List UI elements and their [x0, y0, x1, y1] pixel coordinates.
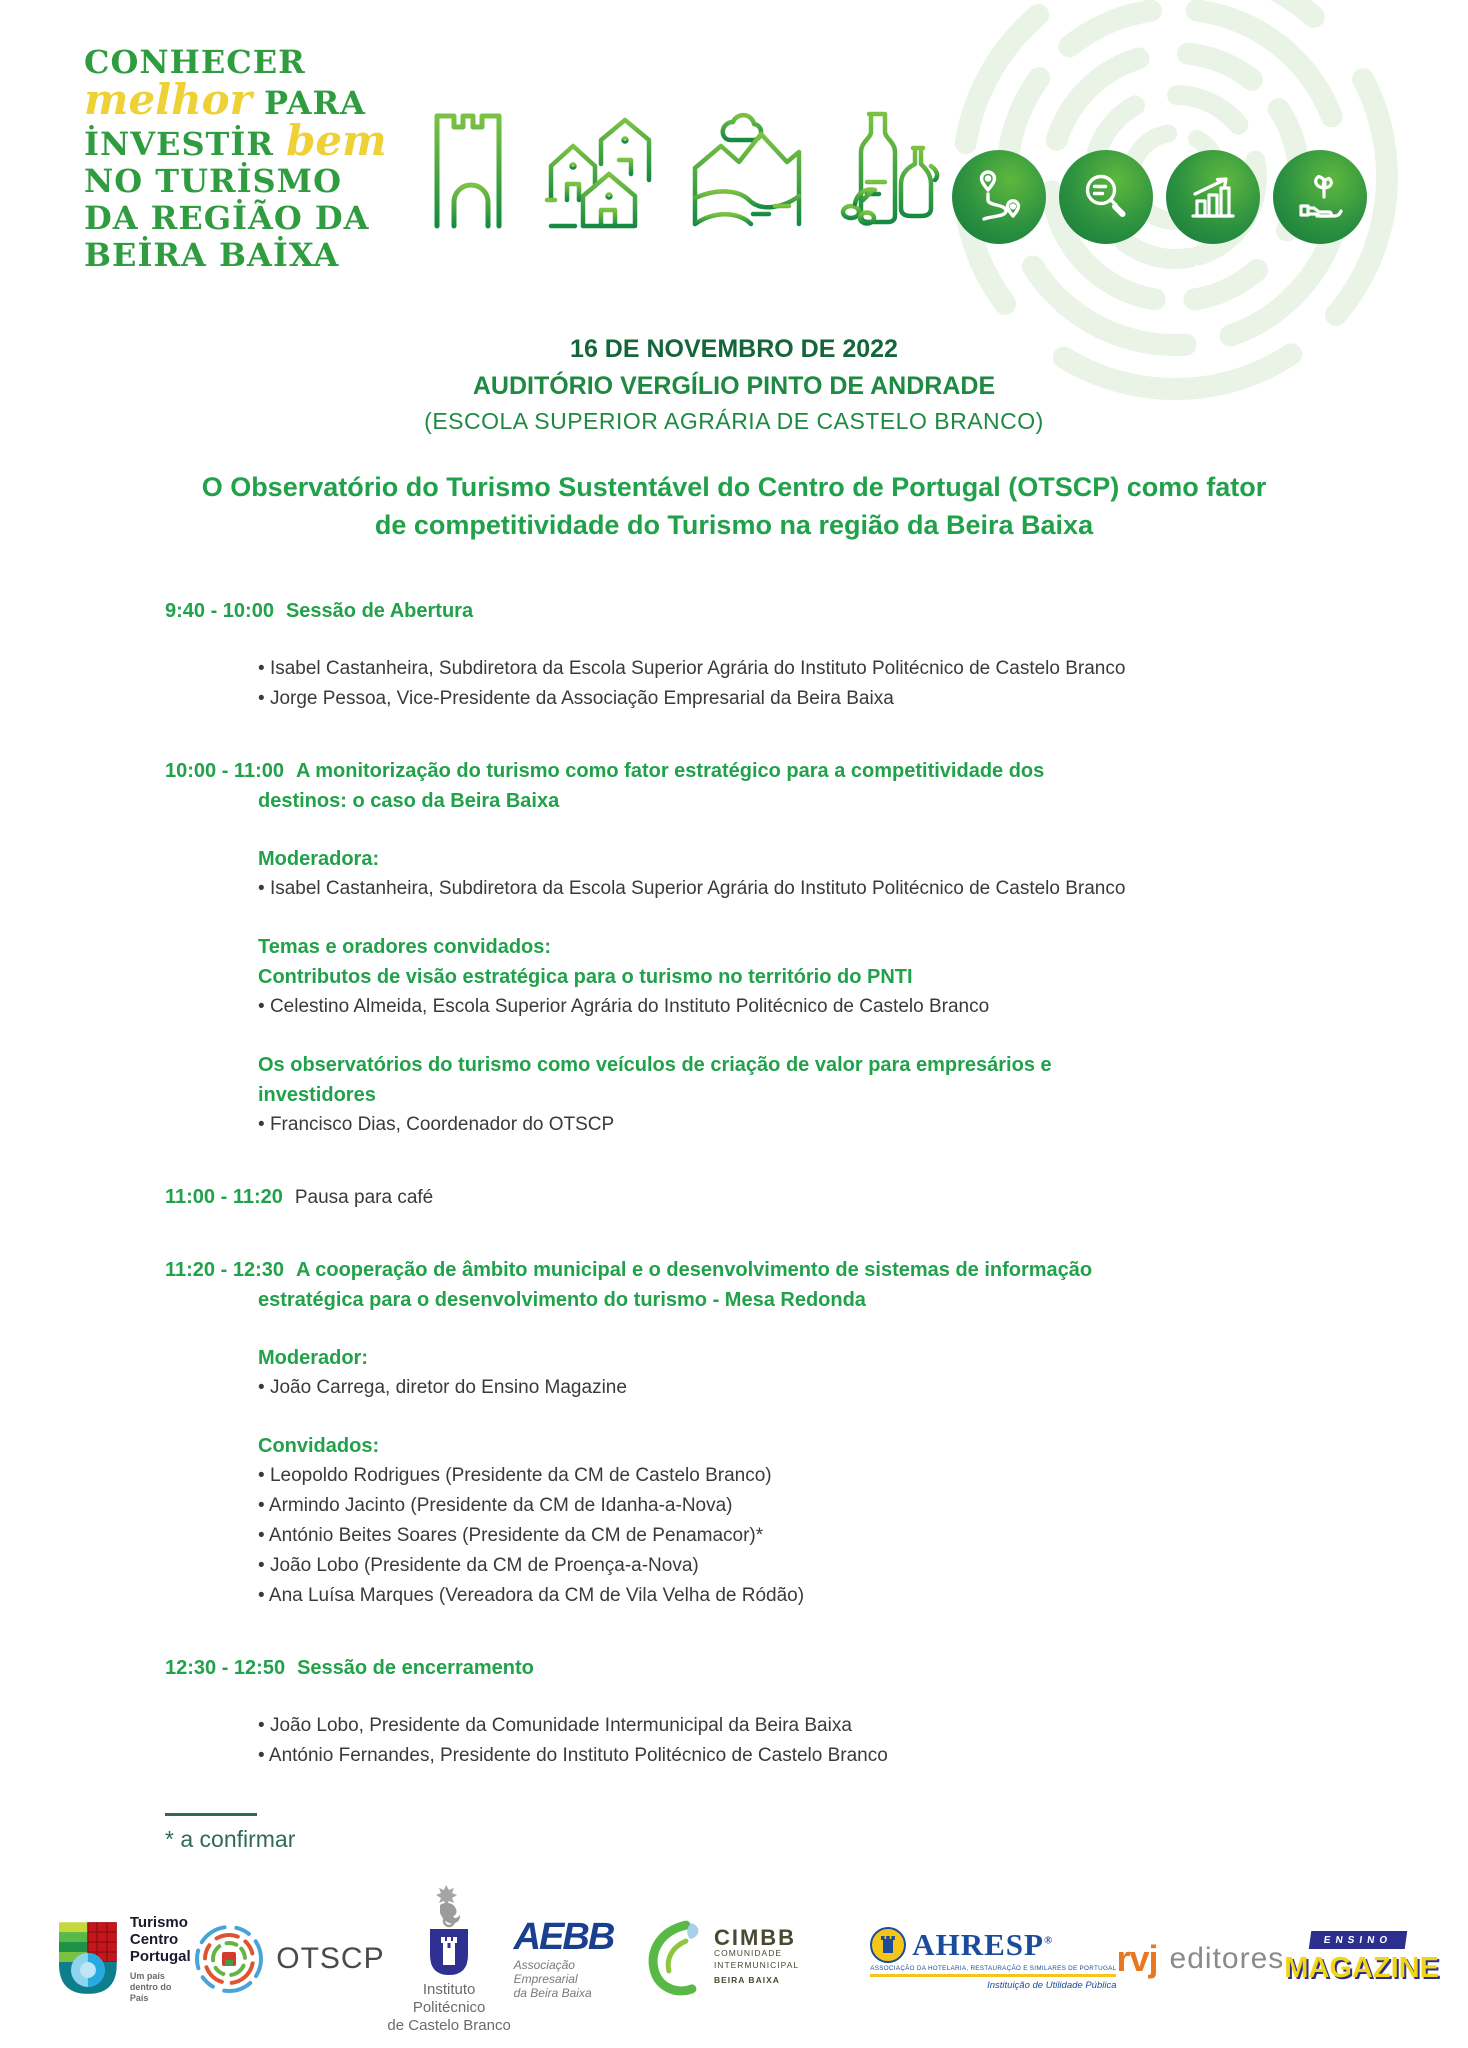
session-time: 9:40 - 10:00	[165, 600, 274, 622]
session-heading	[165, 596, 1358, 626]
aebb-mark: AEBB	[513, 1916, 614, 1958]
event-title	[0, 468, 1468, 544]
ahresp-sub-line: ASSOCIAÇÃO DA HOTELARIA, RESTAURAÇÃO E SIMILARES DE PORTUGAL	[870, 1965, 1117, 1972]
speaker-bullet: • Celestino Almeida, Escola Superior Agrária do Instituto Politécnico de Castelo Branco	[258, 992, 1358, 1022]
tcp-name-line: Centro	[129, 1931, 179, 1948]
lockup-line	[84, 116, 387, 165]
lockup-word: NO TURİSMO	[84, 162, 342, 200]
speaker-list	[258, 1711, 1358, 1771]
ipcb-name-line: de Castelo Branco	[387, 2017, 511, 2034]
moderator-heading: Moderador:	[258, 1347, 368, 1369]
session-title: A cooperação de âmbito municipal e o desenvolvimento de sistemas de informação	[295, 1259, 1093, 1281]
lockup-line	[84, 163, 387, 200]
lockup-word: İNVESTİR	[84, 125, 274, 163]
session-body	[258, 654, 1358, 714]
guest-bullet: • João Lobo (Presidente da CM de Proença-a-Nova)	[258, 1551, 1358, 1581]
speaker-list	[258, 654, 1358, 714]
aebb-subtext	[514, 1958, 642, 2000]
guest-bullet: • António Beites Soares (Presidente da CM de Penamacor)*	[258, 1521, 1358, 1551]
rvj-editores-logo	[1116, 1938, 1284, 1980]
theme-icon-strip	[425, 104, 941, 236]
growth-badge	[1166, 150, 1260, 244]
speaker-bullet: • Francisco Dias, Coordenador do OTSCP	[258, 1110, 1358, 1140]
ahresp-reg-mark: ®	[1043, 1934, 1054, 1947]
schedule	[165, 596, 1358, 1771]
speaker-bullet: • João Carrega, diretor do Ensino Magazine	[258, 1373, 1358, 1403]
ipcb-text	[385, 1981, 514, 2035]
theme-title: Contributos de visão estratégica para o turismo no território do PNTI	[258, 966, 913, 988]
tcp-tagline: Um país dentro do País	[129, 1971, 172, 2003]
ahresp-emblem-icon	[870, 1927, 906, 1963]
ensino-banner-text: ENSINO	[1323, 1934, 1393, 1946]
village-icon	[543, 104, 661, 236]
session-heading	[165, 756, 1358, 786]
otscp-label: OTSCP	[276, 1942, 385, 1975]
tcp-text	[130, 1914, 192, 2004]
theme-group	[258, 1050, 1358, 1140]
ipcb-name-line: Instituto Politécnico	[412, 1981, 486, 2016]
cimbb-swoosh-icon	[642, 1917, 704, 2001]
lockup-script-word: bem	[286, 116, 387, 165]
session-body	[258, 844, 1358, 1140]
brand-lockup	[84, 44, 387, 274]
guests-heading: Convidados:	[258, 1435, 380, 1457]
session-title: A monitorização do turismo como fator estratégico para a competitividade dos	[295, 760, 1045, 782]
magnifier-icon	[1079, 170, 1133, 224]
moderator-group	[258, 844, 1358, 904]
lockup-word: PARA	[263, 84, 366, 122]
footnote-rule	[165, 1813, 257, 1816]
turismo-centro-portugal-logo	[56, 1914, 192, 2004]
themes-heading: Temas e oradores convidados:	[258, 936, 552, 958]
tcp-name-line: Turismo	[129, 1914, 188, 1931]
moderator-heading: Moderadora:	[258, 848, 380, 870]
route-badge	[952, 150, 1046, 244]
tcp-shield-icon	[56, 1920, 120, 1998]
cimbb-sub-line: BEIRA BAIXA	[713, 1975, 780, 1985]
lockup-script-word: melhor	[84, 75, 252, 124]
lockup-word: DA REGİÃO DA	[84, 199, 370, 237]
lockup-line	[84, 237, 387, 274]
rvj-mark: rvj	[1116, 1938, 1158, 1979]
session-title: Sessão de encerramento	[297, 1657, 534, 1679]
session-time: 12:30 - 12:50	[165, 1657, 286, 1679]
session-coffee-break	[165, 1182, 1358, 1213]
speaker-bullet: • António Fernandes, Presidente do Instituto Politécnico de Castelo Branco	[258, 1741, 1358, 1771]
theme-title-line1: Os observatórios do turismo como veículos de criação de valor para empresários e	[258, 1054, 1052, 1076]
ensino-magazine-logo	[1284, 1931, 1439, 1987]
session-round-table	[165, 1255, 1358, 1611]
ipcb-crest-icon	[426, 1883, 472, 1979]
theme-group	[258, 932, 1358, 1022]
guests-group	[258, 1431, 1358, 1611]
lockup-word: BEİRA BAİXA	[84, 236, 340, 274]
route-icon	[972, 170, 1026, 224]
aebb-sub-line: da Beira Baixa	[513, 1986, 592, 2000]
cimbb-label: CIMBB	[713, 1925, 797, 1950]
venue-note: (ESCOLA SUPERIOR AGRÁRIA DE CASTELO BRANCO)	[424, 408, 1044, 434]
venue-name: AUDITÓRIO VERGÍLIO PINTO DE ANDRADE	[472, 372, 996, 400]
speaker-bullet: • João Lobo, Presidente da Comunidade Intermunicipal da Beira Baixa	[258, 1711, 1358, 1741]
growth-chart-icon	[1186, 170, 1240, 224]
ensino-banner	[1309, 1931, 1408, 1949]
session-title-line2: estratégica para o desenvolvimento do turismo - Mesa Redonda	[258, 1289, 866, 1311]
footnote	[165, 1813, 1468, 1853]
aebb-sub-line: Associação Empresarial	[513, 1958, 578, 1986]
session-time: 11:20 - 12:30	[165, 1259, 284, 1281]
moderator-group	[258, 1343, 1358, 1403]
sprout-hand-icon	[1293, 170, 1347, 224]
speaker-bullet: • Jorge Pessoa, Vice-Presidente da Associação Empresarial da Beira Baixa	[258, 684, 1358, 714]
otscp-logo	[192, 1922, 384, 1996]
otscp-ring-icon	[192, 1922, 266, 1996]
session-title-line2: destinos: o caso da Beira Baixa	[258, 790, 560, 812]
castle-icon	[425, 104, 517, 236]
lockup-word: CONHECER	[84, 43, 306, 81]
footnote-text: * a confirmar	[165, 1826, 296, 1852]
ahresp-top	[870, 1927, 1116, 1963]
session-heading	[165, 1653, 1358, 1683]
session-time: 10:00 - 11:00	[165, 760, 284, 782]
session-title: Pausa para café	[294, 1187, 434, 1208]
ahresp-note: Instituição de Utilidade Pública	[987, 1980, 1117, 1991]
badge-row	[952, 150, 1367, 244]
landscape-icon	[687, 104, 807, 236]
session-closing	[165, 1653, 1358, 1771]
session-heading	[165, 1182, 1358, 1213]
ahresp-yellow-bar	[870, 1974, 1116, 1977]
cimbb-logo	[642, 1917, 870, 2001]
ipcb-logo	[385, 1883, 514, 2035]
theme-title-line2: investidores	[258, 1084, 376, 1106]
speaker-bullet: • Isabel Castanheira, Subdiretora da Escola Superior Agrária do Instituto Politécnico de Castelo Branco	[258, 654, 1358, 684]
session-monitoring	[165, 756, 1358, 1140]
guest-bullet: • Armindo Jacinto (Presidente da CM de Idanha-a-Nova)	[258, 1491, 1358, 1521]
session-heading	[165, 1255, 1358, 1285]
guest-bullet: • Leopoldo Rodrigues (Presidente da CM de Castelo Branco)	[258, 1461, 1358, 1491]
analysis-badge	[1059, 150, 1153, 244]
ahresp-label: AHRESP®	[912, 1927, 1054, 1962]
session-body	[258, 1343, 1358, 1611]
event-date: 16 DE NOVEMBRO DE 2022	[570, 335, 898, 363]
cimbb-text	[713, 1925, 870, 1986]
footer-logos	[0, 1884, 1468, 2034]
session-opening	[165, 596, 1358, 714]
event-title-line2: de competitividade do Turismo na região da Beira Baixa	[374, 510, 1094, 540]
lockup-line	[84, 200, 387, 237]
event-title-line1: O Observatório do Turismo Sustentável do Centro de Portugal (OTSCP) como fator	[201, 472, 1267, 502]
session-body	[258, 1711, 1358, 1771]
speaker-bullet: • Isabel Castanheira, Subdiretora da Escola Superior Agrária do Instituto Politécnico de Castelo Branco	[258, 874, 1358, 904]
sustainability-badge	[1273, 150, 1367, 244]
tcp-name-line: Portugal	[129, 1948, 191, 1965]
cimbb-sub-line: COMUNIDADE INTERMUNICIPAL	[713, 1948, 800, 1970]
session-time: 11:00 - 11:20	[165, 1186, 283, 1208]
olive-oil-icon	[833, 104, 941, 236]
ensino-magazine-label: MAGAZINE	[1284, 1952, 1439, 1984]
ahresp-logo	[870, 1927, 1116, 1991]
rvj-label: editores	[1169, 1942, 1285, 1975]
guest-bullet: • Ana Luísa Marques (Vereadora da CM de Vila Velha de Ródão)	[258, 1581, 1358, 1611]
session-title: Sessão de Abertura	[285, 600, 474, 622]
aebb-logo	[514, 1918, 642, 2000]
